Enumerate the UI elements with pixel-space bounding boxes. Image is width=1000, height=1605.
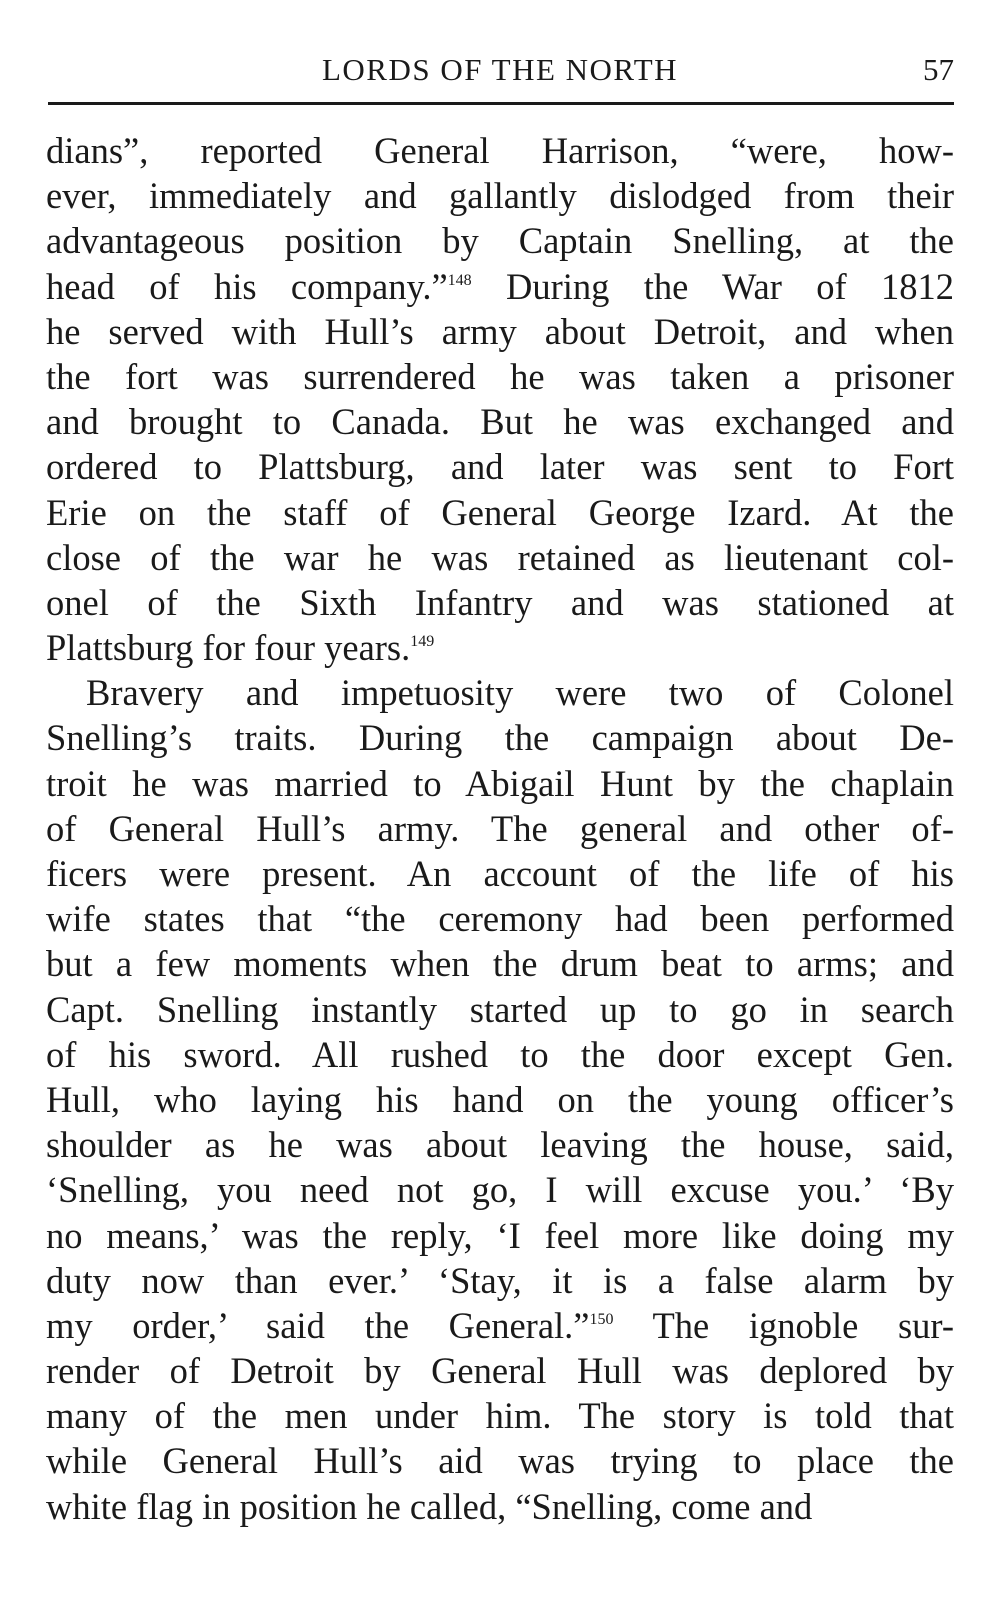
line-text: ordered to Plattsburg, and later was sent to Fort (46, 446, 954, 488)
header-rule (48, 102, 954, 105)
text-line (46, 1438, 954, 1483)
text-line (46, 1213, 954, 1258)
paragraph (46, 670, 954, 1529)
text-line (46, 1303, 954, 1348)
text-line (46, 354, 954, 399)
paragraph (46, 128, 954, 670)
line-text: dians”, reported General Harrison, “were, how- (46, 130, 954, 171)
line-text: troit he was married to Abigail Hunt by the chaplain (46, 762, 954, 804)
text-line (46, 128, 954, 173)
text-line (46, 761, 954, 806)
text-line (46, 1258, 954, 1303)
footnote-ref: 150 (589, 1310, 614, 1328)
text-line (46, 1077, 954, 1122)
text-line (46, 896, 954, 941)
text-line (46, 580, 954, 625)
footnote-ref: 149 (410, 633, 435, 651)
line-text: and brought to Canada. But he was exchanged and (46, 401, 954, 443)
line-text: During the War of 1812 (471, 265, 954, 307)
line-text: of his sword. All rushed to the door except Gen. (46, 1033, 954, 1075)
line-text: render of Detroit by General Hull was deplored by (46, 1350, 954, 1392)
text-line (46, 1032, 954, 1077)
line-text: no means,’ was the reply, ‘I feel more like doing my (46, 1214, 954, 1256)
line-text: my order,’ said the General.” (46, 1304, 590, 1346)
text-line (46, 1167, 954, 1212)
text-line (46, 715, 954, 760)
line-text: but a few moments when the drum beat to arms; and (46, 943, 954, 985)
line-text: wife states that “the ceremony had been performed (46, 898, 954, 940)
line-text: ever, immediately and gallantly dislodged from their (46, 175, 954, 217)
text-line (46, 399, 954, 444)
line-text: onel of the Sixth Infantry and was stationed at (46, 581, 954, 623)
line-text: advantageous position by Captain Snelling, at the (46, 220, 954, 262)
text-line (46, 851, 954, 896)
text-line (46, 806, 954, 851)
text-line (46, 987, 954, 1032)
page-header (46, 52, 954, 92)
page-number: 57 (923, 52, 954, 87)
text-line (46, 941, 954, 986)
text-line (46, 1348, 954, 1393)
text-line (46, 444, 954, 489)
line-text: shoulder as he was about leaving the house, said, (46, 1124, 954, 1166)
line-text: of General Hull’s army. The general and other of- (46, 807, 954, 849)
line-text: close of the war he was retained as lieutenant col- (46, 536, 954, 578)
line-text: head of his company.” (46, 265, 448, 307)
line-text: the fort was surrendered he was taken a prisoner (46, 355, 954, 397)
line-text: he served with Hull’s army about Detroit, and when (46, 310, 954, 352)
text-line (46, 625, 954, 670)
line-text: ‘Snelling, you need not go, I will excuse you.’ ‘By (46, 1169, 954, 1211)
text-line (46, 670, 954, 715)
text-line (46, 264, 954, 309)
line-text: Capt. Snelling instantly started up to go in search (46, 988, 954, 1030)
line-text: Hull, who laying his hand on the young officer’s (46, 1078, 954, 1120)
text-line (46, 173, 954, 218)
text-line (46, 535, 954, 580)
line-text: Bravery and impetuosity were two of Colonel (86, 672, 954, 714)
line-text: Plattsburg for four years. (46, 627, 411, 669)
running-title: LORDS OF THE NORTH (321, 52, 679, 87)
text-line (46, 1484, 954, 1529)
footnote-ref: 148 (447, 271, 472, 289)
text-line (46, 309, 954, 354)
line-text: Snelling’s traits. During the campaign about De- (46, 717, 954, 759)
line-text: ficers were present. An account of the life of his (46, 853, 954, 894)
text-line (46, 218, 954, 263)
line-text: duty now than ever.’ ‘Stay, it is a false alarm by (46, 1259, 954, 1301)
line-text: Erie on the staff of General George Izard. At the (46, 491, 954, 533)
text-line (46, 490, 954, 535)
line-text: The ignoble sur- (613, 1304, 954, 1346)
text-line (46, 1122, 954, 1167)
body-text (46, 128, 954, 1529)
line-text: white flag in position he called, “Snelling, come and (46, 1485, 813, 1527)
line-text: many of the men under him. The story is told that (46, 1395, 954, 1437)
text-line (46, 1393, 954, 1438)
line-text: while General Hull’s aid was trying to place the (46, 1440, 954, 1482)
